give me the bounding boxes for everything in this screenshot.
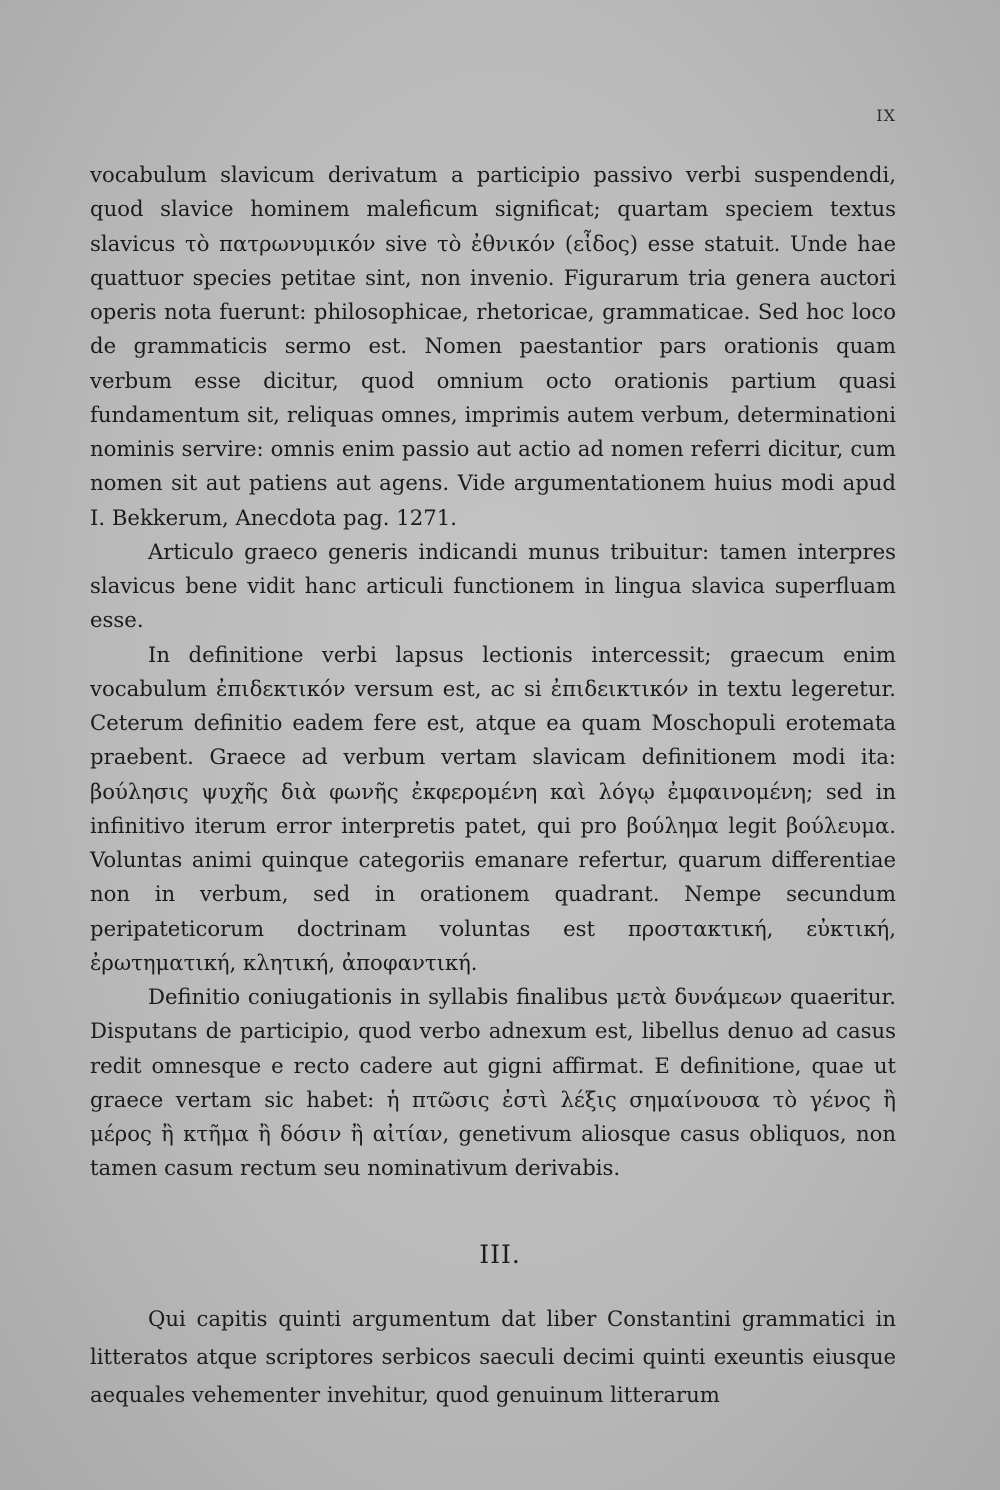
section-text-block: [90, 1300, 896, 1414]
paragraph-articulo: Articulo graeco generis indicandi munus tribuitur: tamen interpres slavicus bene vidit hanc articuli functionem in lingua slavica superfluam esse.: [90, 538, 896, 633]
paragraph-continuation: vocabulum slavicum derivatum a participio passivo verbi suspendendi, quod slavice hominem maleficum significat; quartam speciem textus slavicus τὸ πατρωνυμικόν sive τὸ ἐθνικόν (εἶδος) esse statuit. Unde hae quattuor species petitae sint, non invenio. Figurarum tria genera auctori operis nota fuerunt: philosophicae, rhetoricae, grammaticae. Sed hoc loco de grammaticis sermo est. Nomen paestantior pars orationis quam verbum esse dicitur, quod omnium octo orationis partium quasi fundamentum sit, reliquas omnes, imprimis autem verbum, determinationi nominis servire: omnis enim passio aut actio ad nomen referri dicitur, cum nomen sit aut patiens aut agens. Vide argumentationem huius modi apud I. Bekkerum, Anecdota pag. 1271.: [90, 162, 896, 530]
section-heading: III.: [479, 1240, 521, 1269]
main-text-block: [90, 158, 896, 1186]
paragraph-coniugationis: Definitio coniugationis in syllabis finalibus μετὰ δυνάμεων quaeritur. Disputans de participio, quod verbo adnexum est, libellus denuo ad casus redit omnesque e recto cadere aut gigni affirmat. E definitione, quae ut graece vertam sic habet: ἡ πτῶσις ἐστὶ λέξις σημαίνουσα τὸ γένος ἢ μέρος ἢ κτῆμα ἢ δόσιν ἢ αἰτίαν, genetivum aliosque casus obliquos, non tamen casum rectum seu nominativum derivabis.: [90, 984, 896, 1181]
paragraph-section-three: Qui capitis quinti argumentum dat liber Constantini grammatici in litteratos atque scriptores serbicos saeculi decimi quinti exeuntis eiusque aequales vehementer invehitur, quod genuinum litterarum: [90, 1306, 896, 1407]
page-number: IX: [876, 106, 896, 125]
paragraph-definitione-verbi: In definitione verbi lapsus lectionis intercessit; graecum enim vocabulum ἐπιδεκτικόν versum est, ac si ἐπιδεικτικόν in textu legeretur. Ceterum definitio eadem fere est, atque ea quam Moschopuli erotemata praebent. Graece ad verbum vertam slavicam definitionem modi ita: βούλησις ψυχῆς διὰ φωνῆς ἐκφερομένη καὶ λόγῳ ἐμφαινομένη; sed in infinitivo iterum error interpretis patet, qui pro βούλημα legit βούλευμα. Voluntas animi quinque categoriis emanare refertur, quarum differentiae non in verbum, sed in orationem quadrant. Nempe secundum peripateticorum doctrinam voluntas est προστακτική, εὐκτική, ἐρωτηματική, κλητική, ἀποφαντική.: [90, 641, 896, 975]
